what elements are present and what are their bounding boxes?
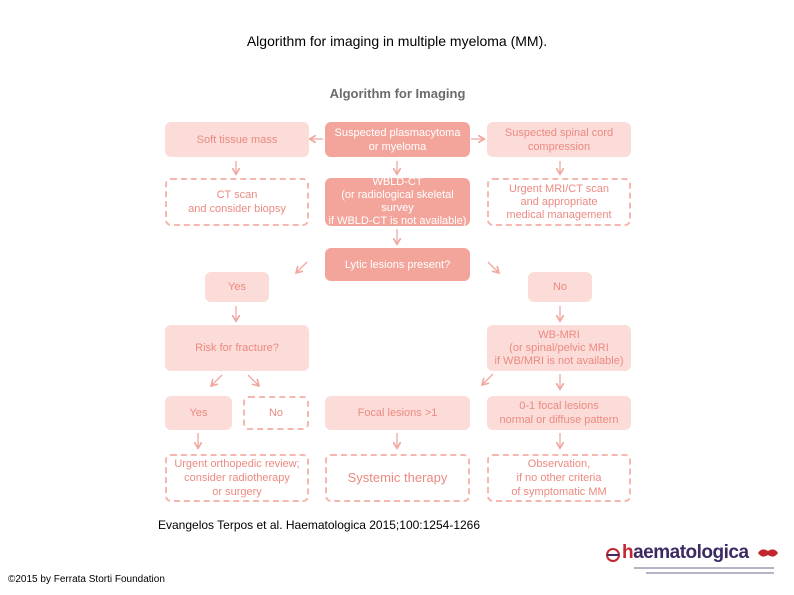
copyright: ©2015 by Ferrata Storti Foundation [8, 574, 165, 585]
wb-mri-line-1: WB-MRI [538, 328, 580, 341]
no-bottom-box [243, 396, 309, 430]
logo-emblem-icon [756, 546, 780, 560]
focal-box [325, 396, 470, 430]
yes-top-box [205, 272, 269, 302]
wb-mri-line-3: if WB/MRI is not available) [494, 354, 624, 367]
lytic-box [325, 248, 470, 281]
focal-01-box [487, 396, 631, 430]
urgent-mri-box [487, 178, 631, 226]
wbld-ct-box [325, 178, 470, 226]
logo-wordmark-h: h [622, 542, 634, 563]
no-bottom-label: No [268, 407, 284, 419]
orthopedic-box [165, 454, 309, 502]
soft-tissue-label: Soft tissue mass [196, 133, 278, 146]
risk-label: Risk for fracture? [195, 342, 279, 354]
suspected-box [325, 122, 470, 157]
suspected-line-2: or myeloma [368, 140, 427, 153]
ct-scan-line-2: and consider biopsy [188, 203, 286, 215]
yes-bottom-label: Yes [189, 407, 208, 419]
ct-scan-box [165, 178, 309, 226]
ct-scan-line-1: CT scan [216, 189, 258, 201]
spinal-line-1: Suspected spinal cord [504, 126, 614, 139]
focal-label: Focal lesions >1 [357, 407, 438, 419]
no-top-label: No [552, 281, 568, 293]
urgent-mri-line-3: medical management [506, 208, 612, 221]
observation-box [487, 454, 631, 502]
obs-line-1: Observation, [527, 458, 591, 470]
no-top-box [528, 272, 592, 302]
ortho-line-1: Urgent orthopedic review; [174, 458, 300, 470]
arrow-risk-to-no [248, 375, 258, 385]
obs-line-2: if no other criteria [516, 472, 602, 484]
focal-01-line-1: 0-1 focal lesions [519, 400, 599, 412]
logo-wordmark-rest: aematologica [633, 542, 749, 563]
systemic-box [325, 454, 470, 502]
arrow-lytic-to-yes [297, 262, 307, 272]
focal-01-line-2: normal or diffuse pattern [499, 414, 619, 426]
citation: Evangelos Terpos et al. Haematologica 2015;100:1254-1266 [158, 518, 481, 532]
suspected-line-1: Suspected plasmacytoma [334, 126, 461, 139]
soft-tissue-box [165, 122, 309, 157]
arrow-lytic-to-no [488, 262, 498, 272]
algorithm-title: Algorithm for Imaging [329, 86, 466, 101]
logo-mark-icon [604, 546, 622, 564]
systemic-label: Systemic therapy [347, 470, 448, 485]
ortho-line-2: consider radiotherapy [184, 472, 290, 484]
obs-line-3: of symptomatic MM [511, 486, 607, 498]
logo-subtitle-lines [634, 566, 774, 576]
wb-mri-box [487, 325, 631, 371]
lytic-label: Lytic lesions present? [344, 258, 451, 271]
wbld-line-2: (or radiological skeletal survey [341, 189, 454, 214]
urgent-mri-line-1: Urgent MRI/CT scan [508, 182, 610, 195]
yes-bottom-box [165, 396, 232, 430]
yes-top-label: Yes [228, 281, 246, 293]
logo-wordmark [622, 542, 749, 564]
page-title: Algorithm for imaging in multiple myeloma (MM). [246, 33, 548, 49]
risk-box [165, 325, 309, 371]
haematologica-logo [604, 540, 784, 580]
wb-mri-line-2: (or spinal/pelvic MRI [509, 341, 609, 354]
spinal-box [487, 122, 631, 157]
spinal-line-2: compression [527, 140, 591, 153]
wbld-line-1: WBLD-CT [372, 176, 423, 188]
wbld-line-3: if WBLD-CT is not available) [328, 215, 467, 227]
arrow-wbmri-to-focal [483, 374, 493, 384]
arrow-risk-to-yes [212, 375, 222, 385]
urgent-mri-line-2: and appropriate [520, 195, 598, 208]
ortho-line-3: or surgery [212, 486, 262, 498]
